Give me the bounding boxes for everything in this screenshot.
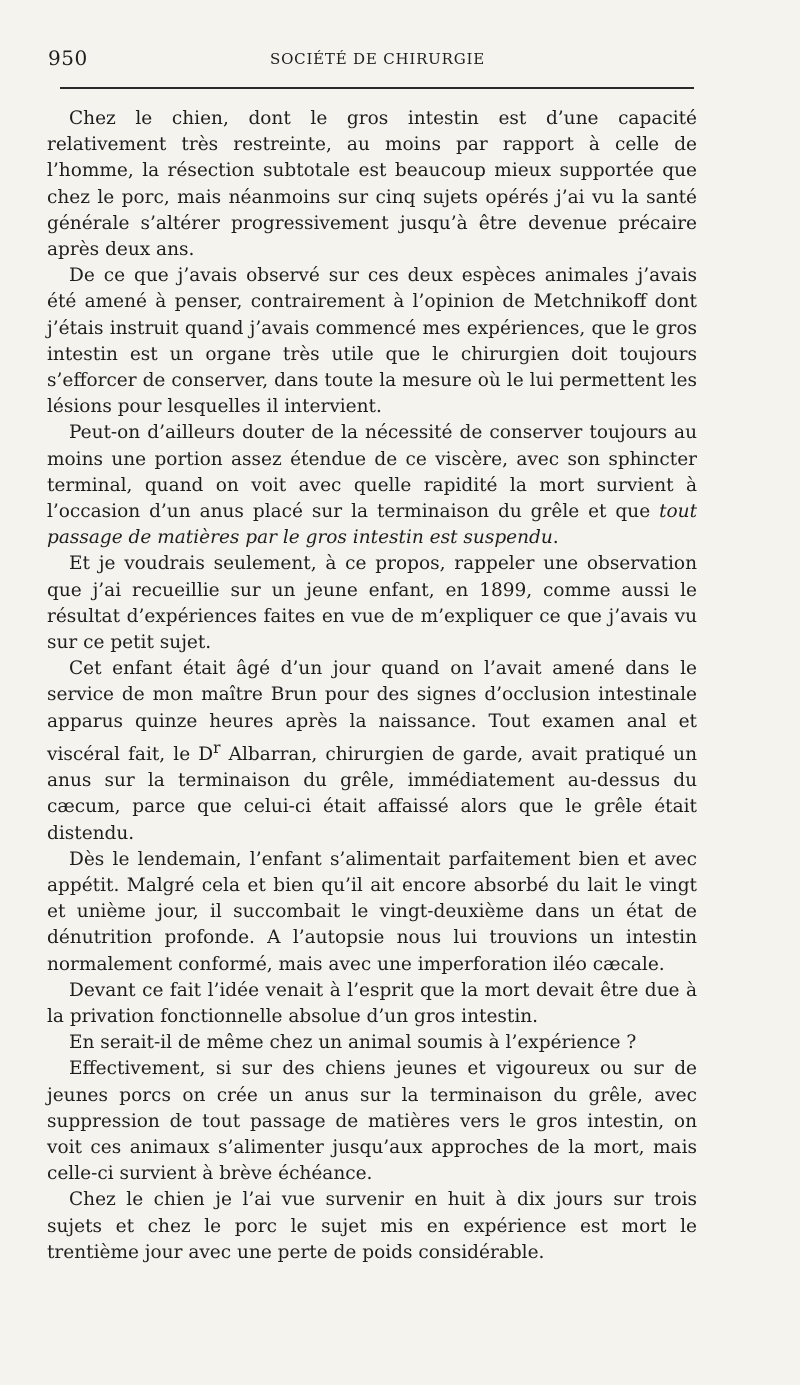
paragraph-conservation-viscere: [47, 420, 697, 551]
paragraph-gros-intestin-chien: Chez le chien, dont le gros intestin est d’une capacité relativement très restreinte, au moins par rapport à celle de l’homme, la résection subtotale est beaucoup mieux supportée que chez le porc, mais néanmoins sur cinq sujets opérés j’ai vu la santé générale s’altérer progressivement jusqu’à être devenue précaire après deux ans.: [47, 108, 697, 261]
page-header: [0, 46, 800, 76]
paragraph-observation-1899: Et je voudrais seulement, à ce propos, rappeler une observation que j’ai recueillie sur un jeune enfant, en 1899, comme aussi le résultat d’expériences faites en vue de m’expliquer ce que j’avais vu sur ce petit sujet.: [47, 553, 697, 654]
page-number: 950: [48, 46, 88, 70]
paragraph-text: .: [552, 527, 559, 549]
paragraph-text: Peut-on d’ailleurs douter de la nécessité de conserver toujours au moins une portion assez étendue de ce viscère, avec son sphincter terminal, quand on voit avec quelle rapidité la mort survient à l’occasion d’un anus placé sur la terminaison du grêle et que: [47, 422, 697, 523]
paragraph-text: Albarran, chirurgien de garde, avait pratiqué un anus sur la terminaison du grêle, immédiatement au-dessus du cæcum, parce que celui-ci était affaissé alors que le grêle était distendu.: [47, 744, 697, 844]
paragraph-metchnikoff: De ce que j’avais observé sur ces deux espèces animales j’avais été amené à penser, contrairement à l’opinion de Metchnikoff dont j’étais instruit quand j’avais commencé mes expériences, que le gros intestin est un organe très utile que le chirurgien doit toujours s’efforcer de conserver, dans toute la mesure où le lui permettent les lésions pour lesquelles il intervient.: [47, 265, 697, 418]
paragraph-chez-le-chien: Chez le chien je l’ai vue survenir en huit à dix jours sur trois sujets et chez le porc le sujet mis en expérience est mort le trentième jour avec une perte de poids considérable.: [47, 1189, 697, 1263]
header-rule: [60, 87, 694, 89]
running-title: SOCIÉTÉ DE CHIRURGIE: [270, 50, 485, 68]
superscript: r: [213, 738, 221, 757]
paragraph-text: Cet enfant était âgé d’un jour quand on l’avait amené dans le service de mon maître Brun pour des signes d’occlusion intestinale apparus quinze heures après la naissance. Tout examen anal et viscéral fait, le D: [47, 658, 697, 766]
paragraph-devant-ce-fait: Devant ce fait l’idée venait à l’esprit que la mort devait être due à la privation fonctionnelle absolue d’un gros intestin.: [47, 979, 697, 1028]
paragraph-enfant-occlusion: [47, 656, 697, 847]
italic-phrase: tout passage de matières par le gros intestin est suspendu: [47, 501, 697, 549]
paragraph-lendemain: Dès le lendemain, l’enfant s’alimentait parfaitement bien et avec appétit. Malgré cela et bien qu’il ait encore absorbé du lait le vingt et unième jour, il succombait le vingt-deuxième dans un état de dénutrition profonde. A l’autopsie nous lui trouvions un intestin normalement conformé, mais avec une imperforation iléo cæcale.: [47, 848, 697, 975]
body-text: [47, 106, 697, 1266]
paragraph-question: En serait-il de même chez un animal soumis à l’expérience ?: [69, 1032, 637, 1054]
paragraph-effectivement: Effectivement, si sur des chiens jeunes et vigoureux ou sur de jeunes porcs on crée un anus sur la terminaison du grêle, avec suppression de tout passage de matières vers le gros intestin, on voit ces animaux s’alimenter jusqu’aux approches de la mort, mais celle-ci survient à brève échéance.: [47, 1058, 697, 1185]
